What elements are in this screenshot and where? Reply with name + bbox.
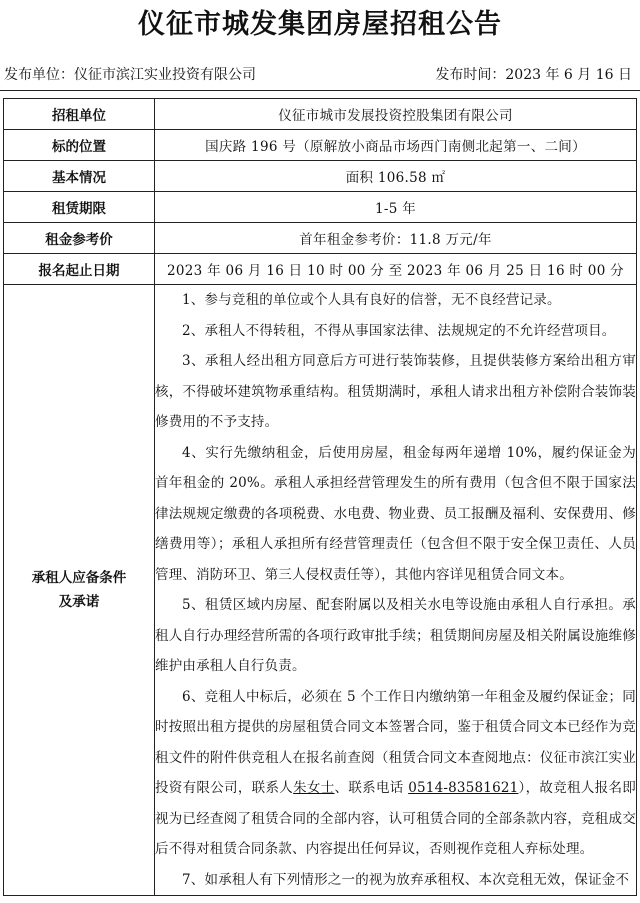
condition-item <box>155 682 636 865</box>
row-label: 招租单位 <box>4 99 155 130</box>
condition-item: 5、租赁区域内房屋、配套附属以及相关水电等设施由承租人自行承担。承租人自行办理经营所需的各项行政审批手续；租赁期间房屋及相关附属设施维修维护由承租人自行负责。 <box>155 597 636 674</box>
publish-time: 发布时间：2023 年 6 月 16 日 <box>435 67 632 83</box>
conditions-label-line1: 承租人应备条件 <box>31 570 127 586</box>
condition-text: ），故竞租人报名即视为已经查阅了租赁合同的全部内容，认可租赁合同的全部条款内容，竞租成交后不得对租赁合同条款、内容提出任何异议，否则视作竞租人弃标处理。 <box>155 780 636 857</box>
condition-item: 3、承租人经出租方同意后方可进行装饰装修，且提供装修方案给出租方审核，不得破坏建筑物承重结构。租赁期满时，承租人请求出租方补偿附合装饰装修费用的不予支持。 <box>155 353 636 430</box>
condition-item: 2、承租人不得转租，不得从事国家法律、法规规定的不允许经营项目。 <box>182 322 616 339</box>
contact-phone: 0514-83581621 <box>408 780 519 796</box>
table-row <box>4 192 637 223</box>
condition-text: 、联系电话 <box>334 780 409 796</box>
publisher: 发布单位：仪征市滨江实业投资有限公司 <box>4 67 256 83</box>
conditions-label-line2: 及承诺 <box>58 594 100 610</box>
condition-item: 4、实行先缴纳租金，后使用房屋，租金每两年递增 10%，履约保证金为首年租金的 20%。承租人承担经营管理发生的所有费用（包含但不限于国家法律法规规定缴费的各项税费、水电费、物业费、员工报酬及福利、安保费用、修缮费用等）；承租人承担所有经营管理责任（包含但不限于安全保卫责任、人员管理、消防环卫、第三人侵权责任等），其他内容详见租赁合同文本。 <box>155 444 636 583</box>
page-title: 仪征市城发集团房屋招租公告 <box>138 9 502 40</box>
conditions-body <box>155 285 637 896</box>
conditions-label <box>4 285 155 896</box>
conditions-row <box>4 285 637 896</box>
row-label: 租金参考价 <box>4 223 155 254</box>
condition-item: 1、参与竞租的单位或个人具有良好的信誉，无不良经营记录。 <box>182 292 561 308</box>
condition-text: 6、竞租人中标后，必须在 5 个工作日内缴纳第一年租金及履约保证金；同时按照出租方提供的房屋租赁合同文本签署合同，鉴于租赁合同文本已经作为竞租文件的附件供竞租人在报名前查阅（租赁合同文本查阅地点：仪征市滨江实业投资有限公司，联系人 <box>155 688 636 796</box>
contact-name: 朱女士 <box>293 780 335 796</box>
row-value: 面积 106.58 ㎡ <box>155 161 637 192</box>
condition-item: 7、如承租人有下列情形之一的视为放弃承租权、本次竞租无效，保证金不 <box>182 871 630 888</box>
table-row <box>4 223 637 254</box>
row-value: 仪征市城市发展投资控股集团有限公司 <box>155 99 637 130</box>
table-row <box>4 254 637 285</box>
row-label: 标的位置 <box>4 130 155 161</box>
row-label: 租赁期限 <box>4 192 155 223</box>
row-value: 2023 年 06 月 16 日 10 时 00 分 至 2023 年 06 月 25 日 16 时 00 分 <box>155 254 637 285</box>
row-value: 首年租金参考价：11.8 万元/年 <box>155 223 637 254</box>
row-value: 1-5 年 <box>155 192 637 223</box>
row-label: 报名起止日期 <box>4 254 155 285</box>
table-row <box>4 130 637 161</box>
header-divider <box>0 90 640 91</box>
table-row <box>4 161 637 192</box>
row-value: 国庆路 196 号（原解放小商品市场西门南侧北起第一、二间） <box>155 130 637 161</box>
notice-table <box>3 98 637 896</box>
table-row <box>4 99 637 130</box>
row-label: 基本情况 <box>4 161 155 192</box>
